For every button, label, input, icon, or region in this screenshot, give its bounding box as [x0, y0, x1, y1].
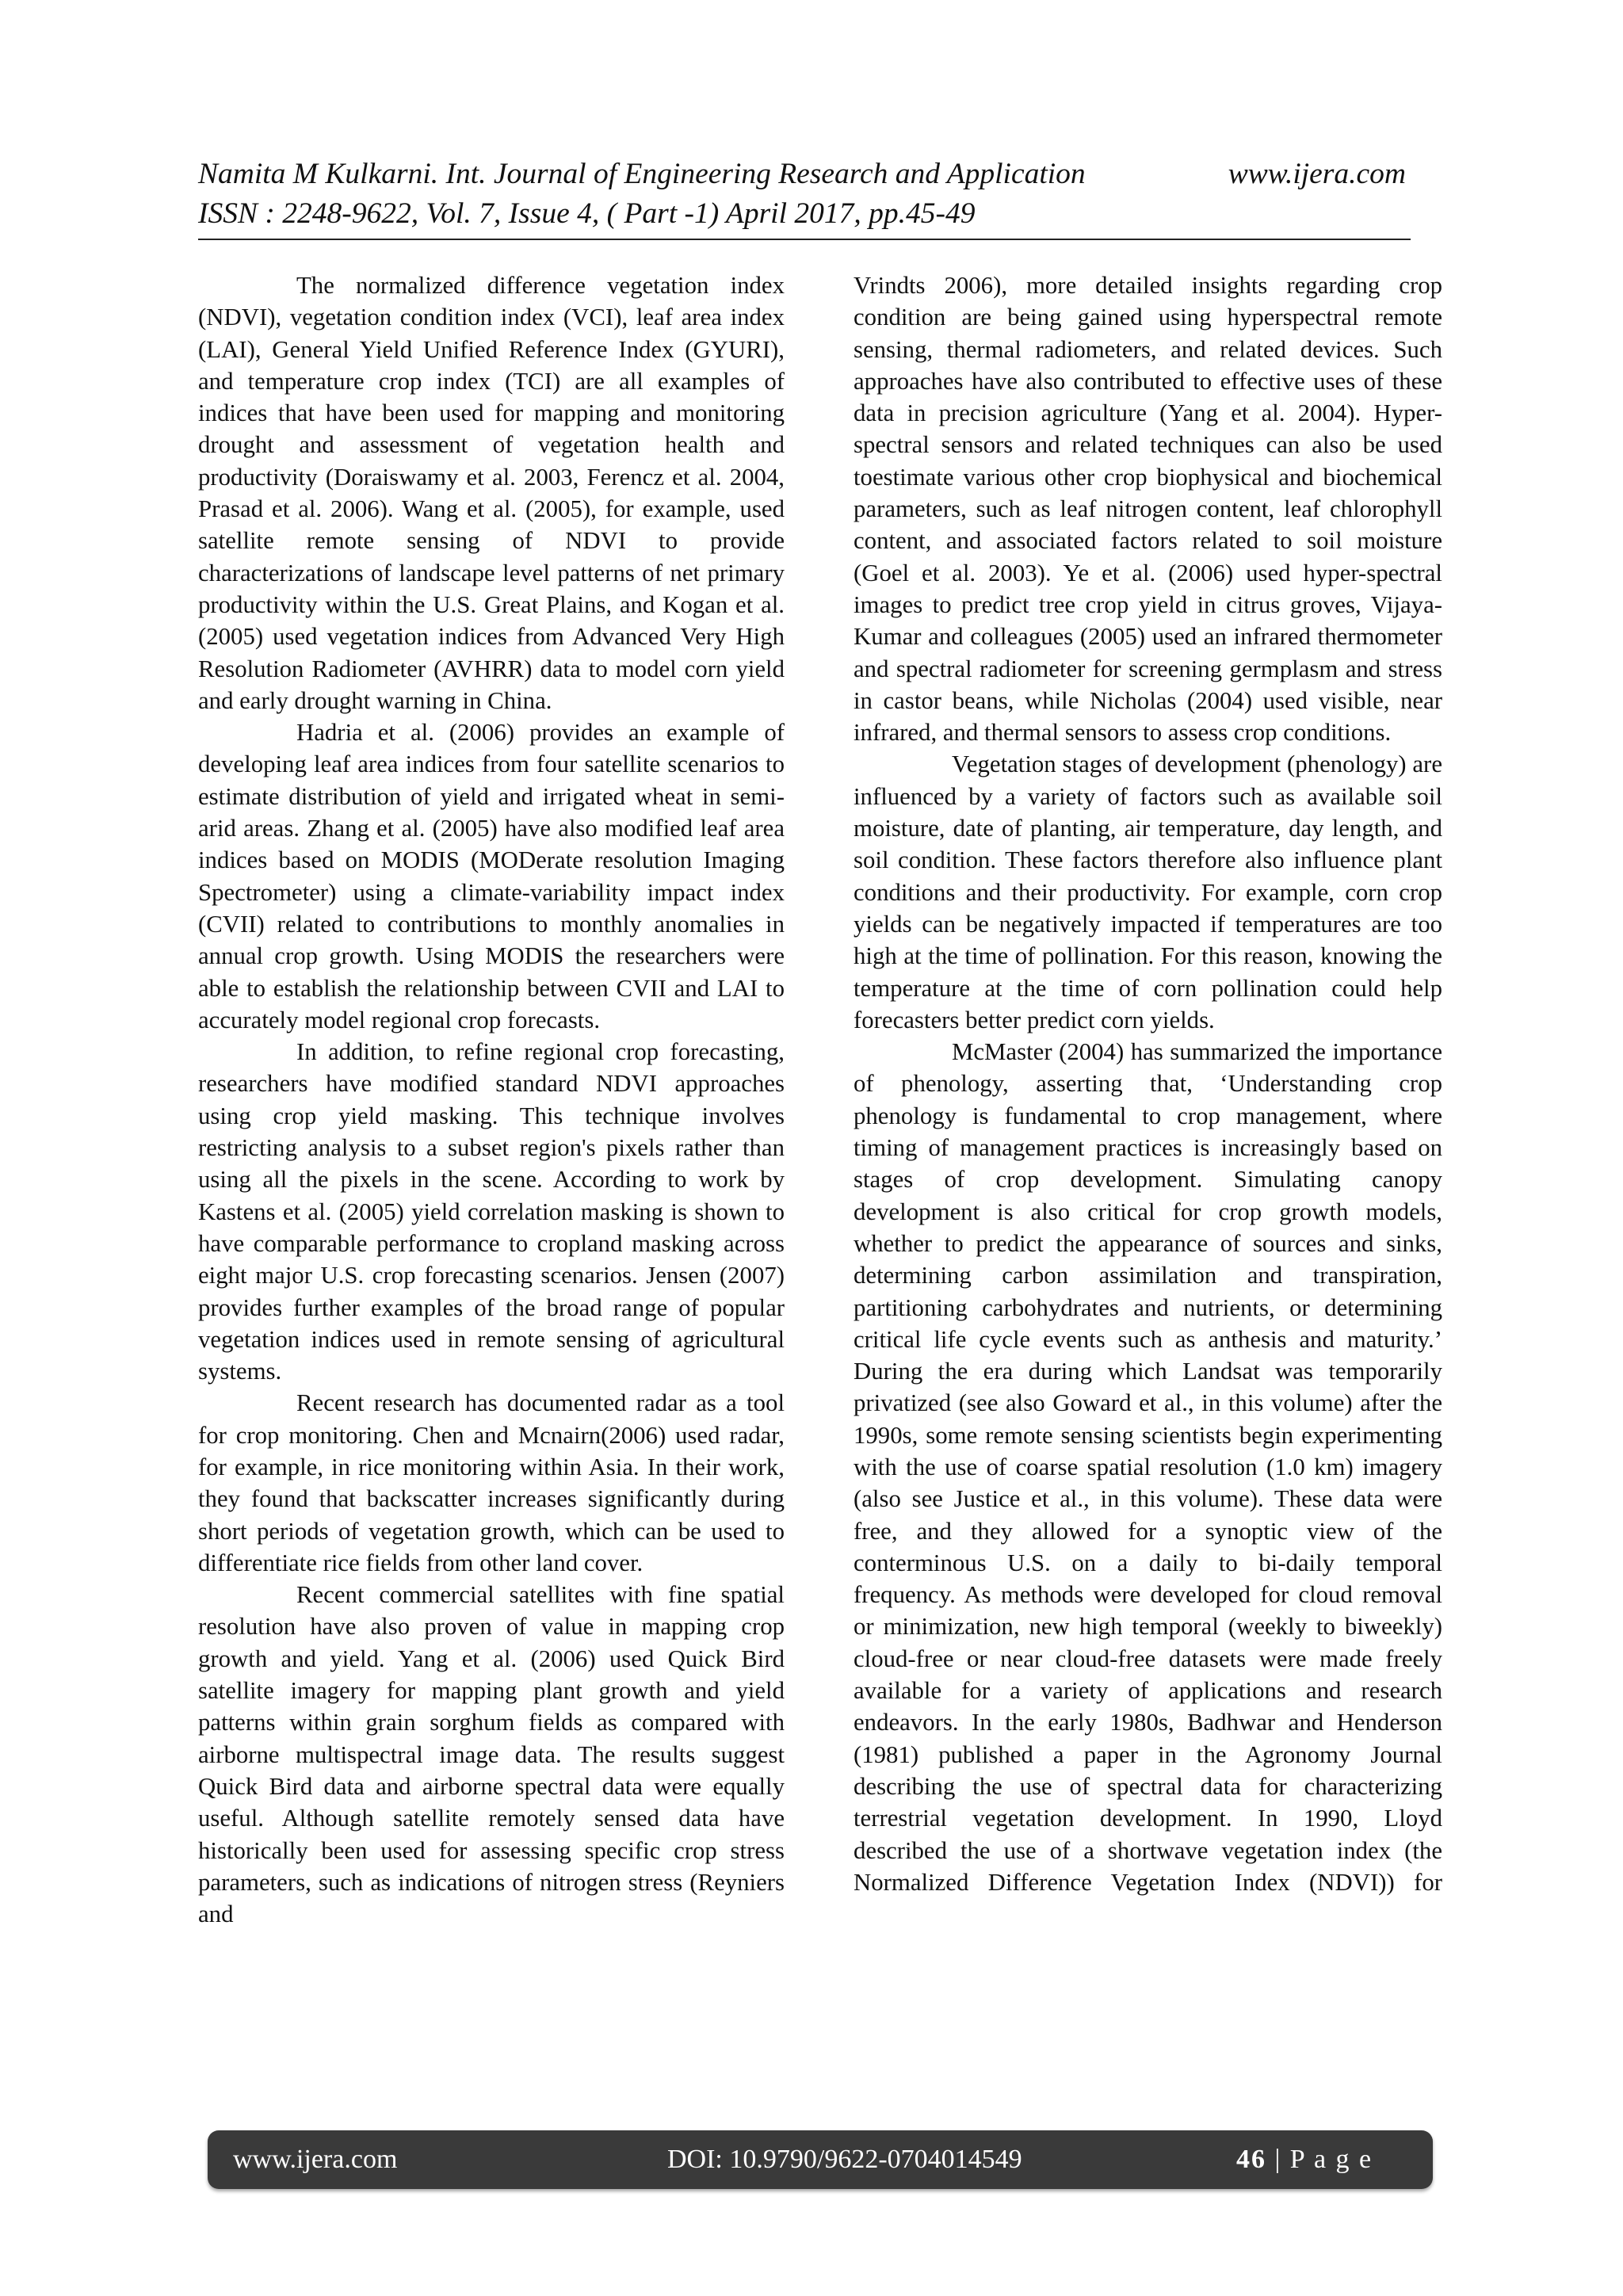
paragraph-phenology: Vegetation stages of development (phenology) are influenced by a variety of factors such as available soil moisture, date of planting, air temperature, day length, and soil condition. These factors therefore also influence plant conditions and their productivity. For example, corn crop yields can be negatively impacted if temperatures are too high at the time of pollination. For this reason, knowing the temperature at the time of corn pollination could help forecasters better predict corn yields.	[854, 751, 1442, 1033]
paragraph-mcmaster: McMaster (2004) has summarized the importance of phenology, asserting that, ‘Understanding crop phenology is fundamental to crop management, where timing of management practices is increasingly based on stages of crop development. Simulating canopy development is also critical for crop growth models, whether to predict the appearance of sources and sinks, determining carbon assimilation and transpiration, partitioning carbohydrates and nutrients, or determining critical life cycle events such as anthesis and maturity.’ During the era during which Landsat was temporarily privatized (see also Goward et al., in this volume) after the 1990s, some remote sensing scientists begin experimenting with the use of coarse spatial resolution (1.0 km) imagery (also see Justice et al., in this volume). These data were free, and they allowed for a synoptic view of the conterminous U.S. on a daily to bi-daily temporal frequency. As methods were developed for cloud removal or minimization, new high temporal (weekly to biweekly) cloud-free or near cloud-free datasets were made freely available for a variety of applications and research endeavors. In the early 1980s, Badhwar and Henderson (1981) published a paper in the Agronomy Journal describing the use of spectral data for characterizing terrestrial vegetation development. In 1990, Lloyd described the use of a shortwave vegetation index (the Normalized Difference Vegetation Index (NDVI)) for	[854, 1038, 1442, 1896]
header-row-1	[198, 155, 1411, 194]
running-header	[198, 155, 1411, 240]
paragraph-indices: The normalized difference vegetation index (NDVI), vegetation condition index (VCI), leaf area index (LAI), General Yield Unified Reference Index (GYURI), and temperature crop index (TCI) are all examples of indices that have been used for mapping and monitoring drought and assessment of vegetation health and productivity (Doraiswamy et al. 2003, Ferencz et al. 2004, Prasad et al. 2006). Wang et al. (2005), for example, used satellite remote sensing of NDVI to provide characterizations of landscape level patterns of net primary productivity within the U.S. Great Plains, and Kogan et al. (2005) used vegetation indices from Advanced Very High Resolution Radiometer (AVHRR) data to model corn yield and early drought warning in China.	[198, 272, 785, 714]
page-footer	[208, 2130, 1433, 2189]
paragraph-hyperspectral: Vrindts 2006), more detailed insights regarding crop condition are being gained using hyperspectral remote sensing, thermal radiometers, and related devices. Such approaches have also contributed to effective uses of these data in precision agriculture (Yang et al. 2004). Hyper-spectral sensors and related techniques can also be used toestimate various other crop biophysical and biochemical parameters, such as leaf nitrogen content, leaf chlorophyll content, and associated factors related to soil moisture (Goel et al. 2003). Ye et al. (2006) used hyper-spectral images to predict tree crop yield in citrus groves, Vijaya-Kumar and colleagues (2005) used an infrared thermometer and spectral radiometer for screening germplasm and stress in castor beans, while Nicholas (2004) used visible, near infrared, and thermal sensors to assess crop conditions.	[854, 272, 1442, 747]
journal-citation: Namita M Kulkarni. Int. Journal of Engineering Research and Application	[198, 158, 1086, 190]
paragraph-crop-masking: In addition, to refine regional crop forecasting, researchers have modified standard NDVI approaches using crop yield masking. This technique involves restricting analysis to a subset region's pixels rather than using all the pixels in the scene. According to work by Kastens et al. (2005) yield correlation masking is shown to have comparable performance to cropland masking across eight major U.S. crop forecasting scenarios. Jensen (2007) provides further examples of the broad range of popular vegetation indices used in remote sensing of agricultural systems.	[198, 1038, 785, 1385]
page-label: | P a g e	[1266, 2145, 1373, 2174]
paragraph-leaf-area: Hadria et al. (2006) provides an example of developing leaf area indices from four satellite scenarios to estimate distribution of yield and irrigated wheat in semi-arid areas. Zhang et al. (2005) have also modified leaf area indices based on MODIS (MODerate resolution Imaging Spectrometer) using a climate-variability impact index (CVII) related to contributions to monthly anomalies in annual crop growth. Using MODIS the researchers were able to establish the relationship between CVII and LAI to accurately model regional crop forecasts.	[198, 719, 785, 1033]
footer-url[interactable]: www.ijera.com	[233, 2145, 398, 2174]
footer-page	[1236, 2130, 1373, 2189]
footer-doi: DOI: 10.9790/9622-0704014549	[667, 2145, 1022, 2174]
journal-url[interactable]: www.ijera.com	[1228, 158, 1406, 190]
page-number: 46	[1236, 2145, 1266, 2174]
issn-line: ISSN : 2248-9622, Vol. 7, Issue 4, ( Part -1) April 2017, pp.45-49	[198, 197, 976, 230]
paragraph-commercial-satellites: Recent commercial satellites with fine spatial resolution have also proven of value in mapping crop growth and yield. Yang et al. (2006) used Quick Bird satellite imagery for mapping plant growth and yield patterns within grain sorghum fields as compared with airborne multispectral image data. The results suggest Quick Bird data and airborne spectral data were equally useful. Although satellite remotely sensed data have historically been used for assessing specific crop stress parameters, such as indications of nitrogen stress (Reyniers and	[198, 1581, 785, 1928]
paragraph-radar: Recent research has documented radar as a tool for crop monitoring. Chen and Mcnairn(2006) used radar, for example, in rice monitoring within Asia. In their work, they found that backscatter increases significantly during short periods of vegetation growth, which can be used to differentiate rice fields from other land cover.	[198, 1389, 785, 1576]
left-column	[198, 269, 785, 1930]
right-column	[854, 269, 1442, 1898]
